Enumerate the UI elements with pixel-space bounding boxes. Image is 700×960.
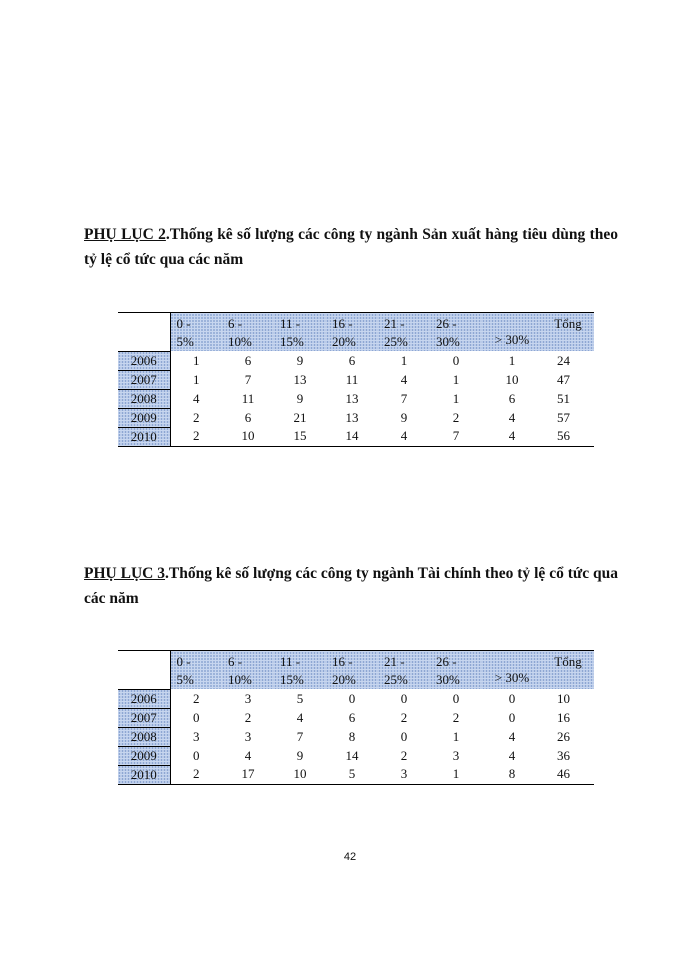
row-total: 51: [557, 390, 570, 406]
appendix-3-heading: [84, 561, 618, 611]
cell: 5: [326, 765, 378, 784]
table-row: [118, 389, 594, 408]
cell: 3: [378, 765, 430, 784]
cell: 4: [244, 747, 252, 763]
row-year: 2006: [118, 689, 170, 708]
row-year: 2010: [118, 427, 170, 446]
header-bin-26-30: 26 - 30%: [430, 313, 482, 352]
header-bin-21-25: 21 - 25%: [378, 313, 430, 352]
cell: 6: [348, 709, 356, 725]
row-total: 36: [557, 747, 570, 763]
cell: 2: [400, 709, 408, 725]
header-total: Tổng: [542, 651, 594, 690]
header-total: Tổng: [542, 313, 594, 352]
cell: 4: [508, 409, 516, 425]
row-year: 2007: [118, 370, 170, 389]
appendix-2-title: .Thống kê số lượng các công ty ngành Sản xuất hàng tiêu dùng theo tỷ lệ cổ tức qua các năm: [84, 226, 618, 268]
appendix-2-heading: [84, 222, 618, 272]
cell: 4: [193, 390, 200, 406]
table-row: [118, 427, 594, 446]
cell: 10: [505, 371, 519, 387]
cell: 7: [400, 390, 408, 406]
cell: 13: [345, 409, 359, 425]
table-header-row: [118, 651, 594, 690]
table-row: [118, 351, 594, 370]
row-total: 56: [542, 427, 594, 446]
cell: 1: [193, 371, 200, 387]
cell: 10: [274, 765, 326, 784]
cell: 0: [508, 709, 516, 725]
cell: 6: [508, 390, 516, 406]
cell: 9: [296, 747, 304, 763]
cell: 2: [400, 747, 408, 763]
cell: 9: [296, 390, 304, 406]
cell: 4: [508, 728, 516, 744]
header-bin-6-10: 6 - 10%: [222, 651, 274, 690]
header-bin-0-5: 0 - 5%: [170, 651, 222, 690]
header-bin-11-15: 11 - 15%: [274, 651, 326, 690]
cell: 2: [170, 427, 222, 446]
row-year: 2008: [118, 727, 170, 746]
appendix-3-table: [118, 650, 594, 785]
page-number: 42: [343, 851, 357, 863]
cell: 2: [193, 690, 200, 706]
cell: 8: [348, 728, 356, 744]
header-bin-11-15: 11 - 15%: [274, 313, 326, 352]
header-bin-0-5: 0 - 5%: [170, 313, 222, 352]
table-row: [118, 708, 594, 727]
cell: 3: [244, 690, 252, 706]
cell: 4: [400, 371, 408, 387]
cell: 5: [296, 690, 304, 706]
row-year: 2007: [118, 708, 170, 727]
cell: 10: [222, 427, 274, 446]
cell: 2: [244, 709, 252, 725]
cell: 6: [244, 409, 252, 425]
cell: 3: [244, 728, 252, 744]
cell: 14: [345, 747, 359, 763]
cell: 6: [244, 352, 252, 368]
cell: 1: [452, 728, 460, 744]
table-row: [118, 727, 594, 746]
cell: 2: [193, 409, 200, 425]
corner-cell: [118, 313, 170, 352]
cell: 1: [452, 390, 460, 406]
cell: 2: [170, 765, 222, 784]
cell: 3: [452, 747, 460, 763]
cell: 8: [482, 765, 542, 784]
cell: 9: [400, 409, 408, 425]
cell: 9: [296, 352, 304, 368]
cell: 1: [508, 352, 516, 368]
cell: 6: [348, 352, 356, 368]
header-bin-26-30: 26 - 30%: [430, 651, 482, 690]
cell: 0: [193, 709, 200, 725]
cell: 0: [400, 690, 408, 706]
table-header-row: [118, 313, 594, 352]
header-above-30: > 30%: [482, 313, 542, 352]
row-year: 2009: [118, 746, 170, 765]
cell: 17: [222, 765, 274, 784]
cell: 0: [348, 690, 356, 706]
cell: 2: [452, 709, 460, 725]
table-row: [118, 370, 594, 389]
cell: 3: [193, 728, 200, 744]
appendix-2-label: PHỤ LỤC 2: [84, 226, 166, 243]
row-total: 57: [557, 409, 570, 425]
cell: 0: [452, 352, 460, 368]
cell: 0: [193, 747, 200, 763]
row-total: 46: [542, 765, 594, 784]
table-row: [118, 689, 594, 708]
cell: 7: [430, 427, 482, 446]
appendix-2-table: [118, 312, 594, 447]
row-year: 2010: [118, 765, 170, 784]
table-row: [118, 746, 594, 765]
cell: 1: [452, 371, 460, 387]
header-bin-21-25: 21 - 25%: [378, 651, 430, 690]
cell: 13: [345, 390, 359, 406]
cell: 4: [482, 427, 542, 446]
header-bin-6-10: 6 - 10%: [222, 313, 274, 352]
cell: 4: [508, 747, 516, 763]
cell: 1: [400, 352, 408, 368]
header-bin-16-20: 16 - 20%: [326, 651, 378, 690]
appendix-3-label: PHỤ LỤC 3: [84, 565, 166, 582]
row-total: 26: [557, 728, 570, 744]
appendix-3-title: .Thống kê số lượng các công ty ngành Tài chính theo tỷ lệ cổ tức qua các năm: [84, 565, 618, 607]
table-row: [118, 765, 594, 784]
row-year: 2008: [118, 389, 170, 408]
cell: 0: [508, 690, 516, 706]
cell: 13: [293, 371, 307, 387]
row-year: 2009: [118, 408, 170, 427]
cell: 1: [193, 352, 200, 368]
cell: 15: [274, 427, 326, 446]
cell: 4: [296, 709, 304, 725]
cell: 0: [400, 728, 408, 744]
cell: 21: [293, 409, 307, 425]
table-row: [118, 408, 594, 427]
cell: 1: [430, 765, 482, 784]
row-total: 47: [557, 371, 570, 387]
row-total: 10: [557, 690, 570, 706]
cell: 11: [345, 371, 359, 387]
cell: 11: [241, 390, 255, 406]
row-total: 24: [557, 352, 570, 368]
cell: 7: [296, 728, 304, 744]
cell: 7: [244, 371, 252, 387]
cell: 0: [452, 690, 460, 706]
row-year: 2006: [118, 351, 170, 370]
header-bin-16-20: 16 - 20%: [326, 313, 378, 352]
row-total: 16: [557, 709, 570, 725]
corner-cell: [118, 651, 170, 690]
cell: 4: [378, 427, 430, 446]
cell: 2: [452, 409, 460, 425]
cell: 14: [326, 427, 378, 446]
header-above-30: > 30%: [482, 651, 542, 690]
